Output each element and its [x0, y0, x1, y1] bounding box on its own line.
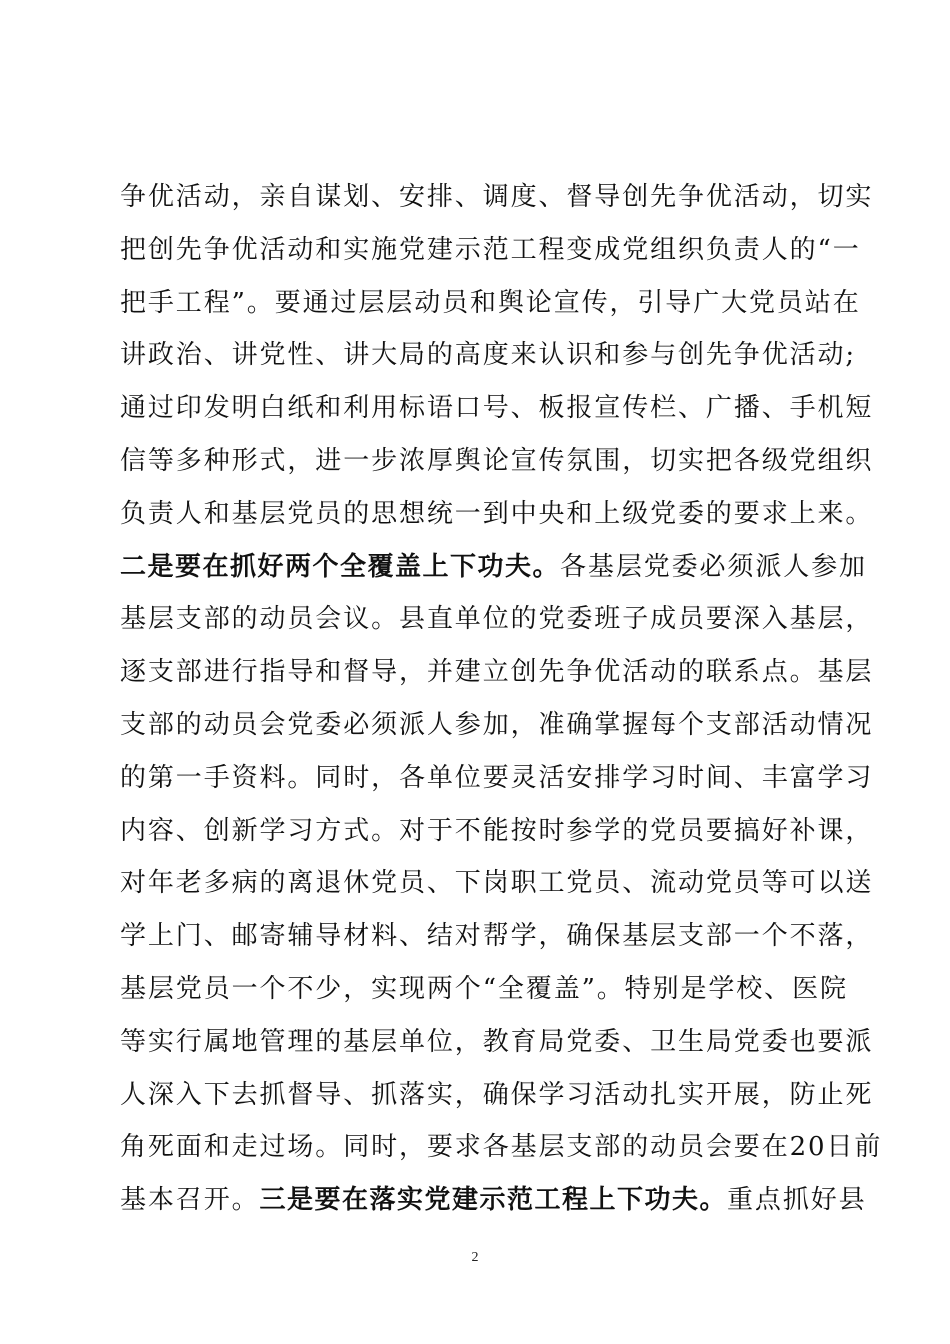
text-line: 支部的动员会党委必须派人参加，准确掌握每个支部活动情况: [120, 709, 874, 740]
text-line: 逐支部进行指导和督导，并建立创先争优活动的联系点。基层: [120, 657, 874, 688]
section-heading-two: 二是要在抓好两个全覆盖上下功夫。: [120, 551, 561, 582]
text-line: [120, 1174, 867, 1227]
text-line: 内容、创新学习方式。对于不能按时参学的党员要搞好补课，: [120, 815, 874, 846]
text-segment: 基本召开。: [120, 1185, 260, 1216]
text-line: 角死面和走过场。同时，要求各基层支部的动员会要在20日前: [120, 1132, 883, 1163]
text-segment: 各基层党委必须派人参加: [560, 551, 867, 582]
text-line: 基层支部的动员会议。县直单位的党委班子成员要深入基层，: [120, 604, 874, 635]
text-line: [120, 541, 867, 594]
text-line: 基层党员一个不少，实现两个“全覆盖”。特别是学校、医院: [120, 973, 848, 1004]
text-line: 把创先争优活动和实施党建示范工程变成党组织负责人的“一: [120, 234, 861, 265]
text-line: 的第一手资料。同时，各单位要灵活安排学习时间、丰富学习: [120, 762, 874, 793]
text-line: 负责人和基层党员的思想统一到中央和上级党委的要求上来。: [120, 498, 874, 529]
text-line: 通过印发明白纸和利用标语口号、板报宣传栏、广播、手机短: [120, 393, 874, 424]
section-heading-three: 三是要在落实党建示范工程上下功夫。: [259, 1185, 728, 1216]
text-line: 学上门、邮寄辅导材料、结对帮学，确保基层支部一个不落，: [120, 921, 874, 952]
text-segment: 重点抓好县: [727, 1185, 867, 1216]
text-line: 对年老多病的离退休党员、下岗职工党员、流动党员等可以送: [120, 868, 874, 899]
text-line: 讲政治、讲党性、讲大局的高度来认识和参与创先争优活动;: [120, 340, 857, 371]
text-line: 把手工程”。要通过层层动员和舆论宣传，引导广大党员站在: [120, 287, 861, 318]
body-text: [120, 171, 883, 1227]
page-number: 2: [471, 1250, 479, 1265]
text-line: 等实行属地管理的基层单位，教育局党委、卫生局党委也要派: [120, 1026, 874, 1057]
text-line: 人深入下去抓督导、抓落实，确保学习活动扎实开展，防止死: [120, 1079, 874, 1110]
text-line: 信等多种形式，进一步浓厚舆论宣传氛围，切实把各级党组织: [120, 445, 874, 476]
text-line: 争优活动，亲自谋划、安排、调度、督导创先争优活动，切实: [120, 182, 874, 212]
